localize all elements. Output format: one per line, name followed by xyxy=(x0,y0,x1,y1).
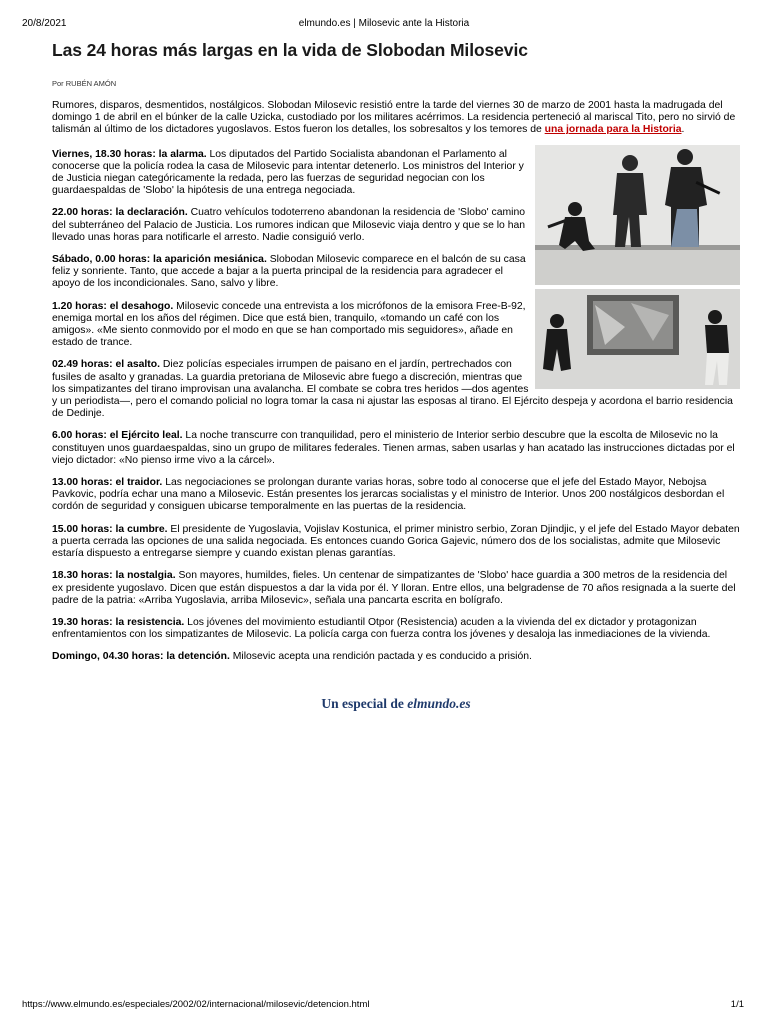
entry-text: Las negociaciones se prolongan durante varias horas, sobre todo al conocerse que el jefe del Estado Mayor, Nebojsa Pavkovic, podría echar una mano a Milosevic. Están presentes los jerarcas socialistas y el ministro de Interior. Unos 200 nostálgicos desbordan el cordón de seguridad y consiguen ubicarse temporalmente en las puertas de la residencia. xyxy=(52,477,725,513)
article-intro xyxy=(52,100,740,137)
police-raid-photo xyxy=(535,145,740,389)
historia-link[interactable]: una jornada para la Historia xyxy=(544,124,682,136)
entry-lead: 15.00 horas: la cumbre. xyxy=(52,523,168,535)
entry-lead: 19.30 horas: la resistencia. xyxy=(52,616,185,628)
article xyxy=(52,40,740,712)
entry-lead: 6.00 horas: el Ejército leal. xyxy=(52,430,183,442)
entry-text: Milosevic acepta una rendición pactada y es conducido a prisión. xyxy=(229,651,532,663)
entry-text: Slobodan Milosevic comparece en el balcón de su casa feliz y sonriente. Tanto, que accede a bajar a la puerta principal de la residencia para agradecer el apoyo de los incondicionales. Sano, salvo y libre. xyxy=(52,254,526,290)
article-headline: Las 24 horas más largas en la vida de Slobodan Milosevic xyxy=(52,40,528,60)
timeline-entry xyxy=(52,477,740,514)
entry-text: Son mayores, humildes, fieles. Un centenar de simpatizantes de 'Slobo' hace guardia a 300 metros de la residencia del ex presidente yugoslavo. Dicen que están dispuestos a dar la vida por él. Y lloran. Entre ellos, una belgradense de 70 años resignada a la suerte del padre de la patria: «Arriba Yugoslavia, arriba Milosevic», señala una pancarta escrita en bolígrafo. xyxy=(52,570,736,606)
print-page-number: 1/1 xyxy=(730,999,744,1010)
especial-prefix: Un especial de xyxy=(321,695,408,711)
entry-lead: Sábado, 0.00 horas: la aparición mesiánica. xyxy=(52,254,267,266)
entry-text: Diez policías especiales irrumpen de paisano en el jardín, pertrechados con fusiles de asalto y granadas. La guardia pretoriana de Milosevic abre fuego a discreción, mientras que los simpatizantes del tirano improvisan una avalancha. El combate se cobra tres heridos —dos agentes y un periodista—, pero el comando policial no logra tomar la casa ni ajustar las esposas al tirano. El Ejército despeja y acordona el barrio residencia de Dedinje. xyxy=(52,359,733,420)
entry-text: Los jóvenes del movimiento estudiantil Otpor (Resistencia) acuden a la vivienda del ex dictador y protagonizan enfrentamientos con los simpatizantes de Milosevic. La policía carga con fuerza contra los jóvenes y desaloja las inmediaciones de la vivienda. xyxy=(52,616,711,641)
print-page-title: elmundo.es | Milosevic ante la Historia xyxy=(298,18,470,29)
print-date: 20/8/2021 xyxy=(22,18,67,29)
intro-text: Rumores, disparos, desmentidos, nostálgicos. Slobodan Milosevic resistió entre la tarde del viernes 30 de marzo de 2001 hasta la madrugada del domingo 1 de abril en el búnker de la calle Uzicka, custodiado por los militares acérrimos. La residencia perteneció al mariscal Tito, pero no sirvió de talismán al último de los dictadores yugoslavos. Estos fueron los detalles, los sobresaltos y los temores de xyxy=(52,100,736,136)
entry-lead: 1.20 horas: el desahogo. xyxy=(52,300,174,312)
print-url: https://www.elmundo.es/especiales/2002/02/internacional/milosevic/detencion.html xyxy=(22,999,370,1010)
timeline-entry xyxy=(52,524,740,561)
entry-text: El presidente de Yugoslavia, Vojislav Kostunica, el primer ministro serbio, Zoran Djindjic, y el jefe del Estado Mayor debaten a puerta cerrada las opciones de una salida negociada. Es entonces cuando Gorica Gajevic, número dos de los socialistas, admite que Milosevic estaría dispuesto a entregarse siempre y cuando existan plenas garantías. xyxy=(52,523,740,560)
entry-text: Cuatro vehículos todoterreno abandonan la residencia de 'Slobo' camino del subterráneo del Palacio de Justicia. Los rumores indican que Milosevic viaja dentro y que se lo han llevado unas horas para notificarle el arresto. Nadie consiguió verlo. xyxy=(52,207,526,243)
entry-lead: 13.00 horas: el traidor. xyxy=(52,477,163,489)
timeline-entry xyxy=(52,617,740,641)
article-photo xyxy=(535,145,740,389)
timeline-entry xyxy=(52,430,740,467)
especial-credit xyxy=(52,696,740,712)
entry-lead: Domingo, 04.30 horas: la detención. xyxy=(52,651,230,663)
intro-end: . xyxy=(681,124,685,136)
entry-lead: 02.49 horas: el asalto. xyxy=(52,359,161,371)
entry-text: Milosevic concede una entrevista a los micrófonos de la emisora Free-B-92, enemiga mortal en los años del régimen. Dice que está bien, tranquilo, «tomando un café con los amigos». «Me siento conmovido por el modo en que se han comportado mis seguidores», añade en estado de trance. xyxy=(52,300,526,349)
timeline-entry xyxy=(52,651,740,663)
entry-text: Los diputados del Partido Socialista abandonan el Parlamento al conocerse que la policía rodea la casa de Milosevic para intentar detenerlo. Los ministros del Interior y de Justicia niegan categóricamente la redada, pero las fuerzas de seguridad negocian con los guardaespaldas de 'Slobo' la hipótesis de una entrega negociada. xyxy=(52,148,524,197)
entry-lead: Viernes, 18.30 horas: la alarma. xyxy=(52,148,207,160)
entry-lead: 22.00 horas: la declaración. xyxy=(52,207,188,219)
elmundo-logo: elmundo.es xyxy=(407,695,471,711)
entry-lead: 18.30 horas: la nostalgia. xyxy=(52,570,176,582)
timeline-entry xyxy=(52,570,740,607)
entry-text: La noche transcurre con tranquilidad, pero el ministerio de Interior serbio descubre que la escolta de Milosevic no la constituyen unos guardaespaldas, sino un grupo de militares federales. Tienen armas, saben usarlas y han acatado las instrucciones dictadas por el viejo dictador: «No pienso irme vivo a la cárcel». xyxy=(52,430,735,466)
article-byline: Por RUBÉN AMÓN xyxy=(52,79,117,88)
